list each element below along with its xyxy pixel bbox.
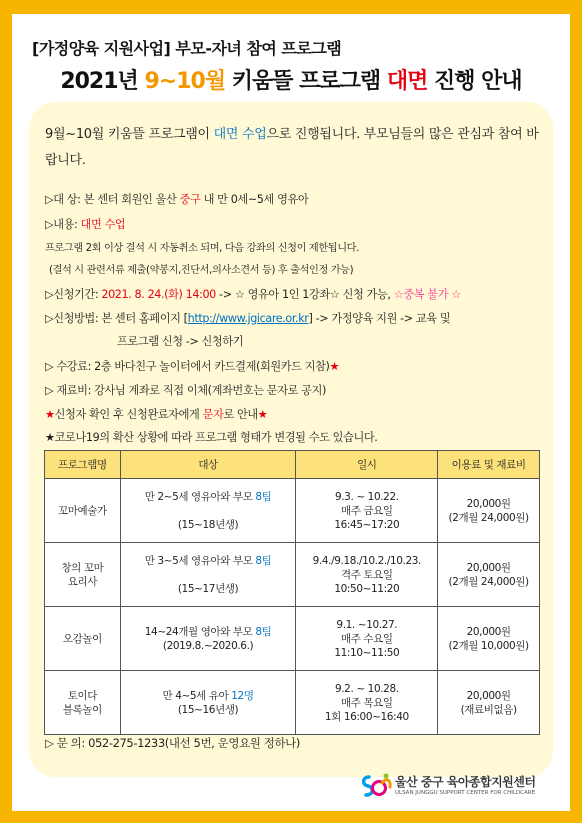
program-schedule: 9.2. ~ 10.28. 매주 목요일 1회 16:00~16:40 xyxy=(296,671,438,735)
program-target: 14~24개월 영아와 부모 8팀 (2019.8.~2020.6.) xyxy=(120,607,296,671)
program-fee: 20,000원 (재료비없음) xyxy=(438,671,540,735)
table-row xyxy=(45,671,540,735)
info-card xyxy=(29,102,553,777)
star-icon: ★ xyxy=(45,408,55,421)
star-icon: ★ xyxy=(257,408,268,421)
program-name: 토이다 블록놀이 xyxy=(45,671,121,735)
program-schedule: 9.4./9.18./10.2./10.23. 격주 토요일 10:50~11:20 xyxy=(296,543,438,607)
method-line-2: 프로그램 신청 -> 신청하기 xyxy=(117,335,244,348)
target-line: ▷대 상: 본 센터 회원인 울산 중구 내 만 0세~5세 영유아 xyxy=(45,193,309,206)
program-subtitle: [가정양육 지원사업] 부모-자녀 참여 프로그램 xyxy=(32,39,342,58)
center-logo xyxy=(359,771,559,805)
title-face-to-face: 대면 xyxy=(386,69,428,94)
absence-note: (결석 시 관련서류 제출(약봉지,진단서,의사소견서 등) 후 출석인정 가능) xyxy=(49,265,354,276)
program-schedule: 9.3. ~ 10.22. 매주 금요일 16:45~17:20 xyxy=(296,479,438,543)
absence-warning: 프로그램 2회 이상 결석 시 자동취소 되며, 다음 강좌의 신청이 제한됩니다. xyxy=(45,243,359,254)
col-header-schedule: 일시 xyxy=(296,451,438,479)
table-row xyxy=(45,479,540,543)
program-table xyxy=(44,450,540,735)
col-header-program: 프로그램명 xyxy=(45,451,121,479)
intro-text: 9월~10월 키움뜰 프로그램이 대면 수업으로 진행됩니다. 부모님들의 많은 관심과 참여 바랍니다. xyxy=(45,127,539,168)
col-header-fee: 이용료 및 재료비 xyxy=(438,451,540,479)
material-line: ▷ 재료비: 강사님 계좌로 직접 이체(계좌번호는 문자로 공지) xyxy=(45,384,326,397)
center-name-en: ULSAN JUNGGU SUPPORT CENTER FOR CHILDCARE xyxy=(395,790,536,796)
method-line: ▷신청방법: 본 센터 홈페이지 [http://www.jgicare.or.kr] -> 가정양육 지원 -> 교육 및 xyxy=(45,312,451,325)
poster xyxy=(12,14,570,811)
program-name: 창의 꼬마 요리사 xyxy=(45,543,121,607)
program-target: 만 3~5세 영유아와 부모 8팀 (15~17년생) xyxy=(120,543,296,607)
content-line: ▷내용: 대면 수업 xyxy=(45,218,126,231)
program-fee: 20,000원 (2개월 24,000원) xyxy=(438,479,540,543)
center-logo-icon xyxy=(359,771,393,801)
center-name-ko: 울산 중구 육아종합지원센터 xyxy=(395,775,536,789)
notice-line: ★신청자 확인 후 신청완료자에게 문자로 안내★ xyxy=(45,408,268,421)
program-schedule: 9.1. ~10.27. 매주 수요일 11:10~11:50 xyxy=(296,607,438,671)
covid-notice: ★코로나19의 확산 상황에 따라 프로그램 형태가 변경될 수도 있습니다. xyxy=(45,431,378,444)
program-name: 오감놀이 xyxy=(45,607,121,671)
col-header-target: 대상 xyxy=(120,451,296,479)
period-line: ▷신청기간: 2021. 8. 24.(화) 14:00 -> ☆ 영유아 1인 1강좌☆ 신청 가능, ☆중복 불가 ☆ xyxy=(45,288,461,301)
program-target: 만 4~5세 유아 12명 (15~16년생) xyxy=(120,671,296,735)
table-header-row xyxy=(45,451,540,479)
program-fee: 20,000원 (2개월 24,000원) xyxy=(438,543,540,607)
star-icon: ★ xyxy=(329,360,340,373)
program-name: 꼬마예술가 xyxy=(45,479,121,543)
title-months: 9~10월 xyxy=(144,69,226,94)
fee-line: ▷ 수강료: 2층 바다친구 놀이터에서 카드결제(회원카드 지참)★ xyxy=(45,360,340,373)
program-target: 만 2~5세 영유아와 부모 8팀 (15~18년생) xyxy=(120,479,296,543)
table-row xyxy=(45,607,540,671)
inquiry-line: ▷ 문 의: 052-275-1233(내선 5번, 운영요원 정하나) xyxy=(45,736,300,750)
table-row xyxy=(45,543,540,607)
page-title: 2021년 9~10월 키움뜰 프로그램 대면 진행 안내 xyxy=(60,69,522,94)
program-fee: 20,000원 (2개월 10,000원) xyxy=(438,607,540,671)
homepage-link[interactable]: http://www.jgicare.or.kr xyxy=(187,312,309,325)
